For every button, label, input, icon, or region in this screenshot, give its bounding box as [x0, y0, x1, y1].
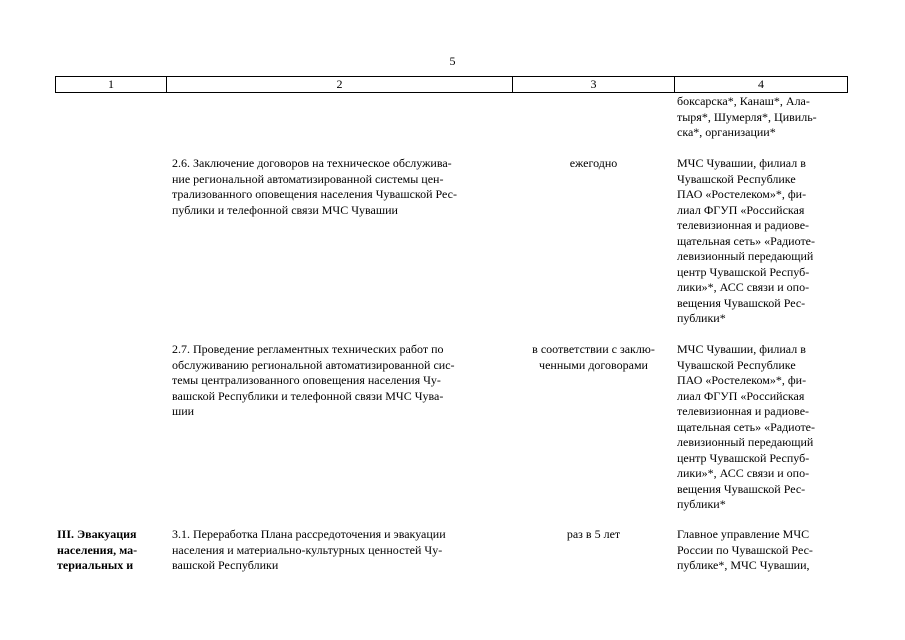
text-line: трализованного оповещения населения Чувашской Рес- — [172, 187, 458, 201]
text-line: публике*, МЧС Чувашии, — [677, 558, 810, 572]
term-3-1 — [515, 527, 672, 543]
text-line: России по Чувашской Рес- — [677, 542, 813, 557]
text-line: 2.6. Заключение договоров на техническое обслужива- — [172, 156, 452, 170]
text-line: Чувашской Республике — [677, 357, 796, 372]
text-line: III. Эвакуация — [57, 527, 137, 541]
task-2-7 — [172, 342, 509, 420]
text-line: МЧС Чувашии, филиал в — [677, 342, 806, 356]
text-line: 3.1. Переработка Плана рассредоточения и эвакуации — [172, 527, 446, 541]
column-header-2: 2 — [336, 77, 343, 91]
text-line: ПАО «Ростелеком»*, фи- — [677, 373, 807, 387]
table-border-right — [847, 76, 848, 93]
text-line: лиал ФГУП «Российская — [677, 202, 805, 217]
text-line: раз в 5 лет — [566, 527, 621, 541]
text-line: ченными договорами — [539, 357, 648, 372]
text-line: лиал ФГУП «Российская — [677, 388, 805, 403]
text-line: центр Чувашской Респуб- — [677, 264, 810, 279]
text-line: тыря*, Шумерля*, Цивиль- — [677, 109, 817, 124]
column-header-3: 3 — [590, 77, 597, 91]
text-line: щательная сеть» «Радиоте- — [677, 233, 816, 248]
text-line: МЧС Чувашии, филиал в — [677, 156, 806, 170]
text-line: вещения Чувашской Рес- — [677, 481, 806, 496]
text-line: вашской Республики и телефонной связи МЧС Чува- — [172, 388, 444, 403]
text-line: темы централизованного оповещения населения Чу- — [172, 373, 441, 387]
table-header-bottom-border — [55, 92, 848, 93]
term-2-7 — [515, 342, 672, 373]
text-line: 2.7. Проведение регламентных технических работ по — [172, 342, 444, 356]
column-header-1: 1 — [108, 77, 114, 91]
text-line: левизионный передающий — [677, 249, 814, 263]
text-line: населения, ма- — [57, 542, 138, 557]
text-line: населения и материально-культурных ценностей Чу- — [172, 542, 443, 557]
continued-row-executors — [677, 94, 844, 141]
text-line: Главное управление МЧС — [677, 527, 810, 541]
term-2-6 — [515, 156, 672, 172]
executors-2-7 — [677, 342, 844, 513]
text-line: ежегодно — [569, 156, 618, 170]
text-line: вашской Республики — [172, 558, 279, 572]
text-line: териальных и — [57, 558, 134, 572]
text-line: публики* — [677, 497, 726, 511]
section-iii-title — [57, 527, 163, 574]
text-line: шии — [172, 404, 195, 418]
text-line: публики* — [677, 311, 726, 325]
text-line: боксарска*, Канаш*, Ала- — [677, 94, 810, 108]
column-header-4: 4 — [758, 77, 764, 91]
task-2-6 — [172, 156, 509, 218]
text-line: Чувашской Республике — [677, 171, 796, 186]
text-line: щательная сеть» «Радиоте- — [677, 419, 816, 434]
text-line: публики и телефонной связи МЧС Чувашии — [172, 202, 398, 217]
text-line: ПАО «Ростелеком»*, фи- — [677, 187, 807, 201]
text-line: лики»*, АСС связи и опо- — [677, 280, 810, 294]
executors-2-6 — [677, 156, 844, 327]
text-line: центр Чувашской Респуб- — [677, 450, 810, 465]
text-line: ние региональной автоматизированной системы цен- — [172, 171, 444, 186]
text-line: обслуживанию региональной автоматизированной сис- — [172, 357, 455, 372]
page-number: 5 — [449, 54, 456, 68]
text-line: левизионный передающий — [677, 435, 814, 449]
text-line: телевизионная и радиове- — [677, 218, 810, 232]
text-line: ска*, организации* — [677, 125, 776, 139]
executors-3-1 — [677, 527, 844, 574]
text-line: вещения Чувашской Рес- — [677, 295, 806, 310]
text-line: лики»*, АСС связи и опо- — [677, 466, 810, 480]
text-line: в соответствии с заклю- — [532, 342, 655, 356]
task-3-1 — [172, 527, 509, 574]
text-line: телевизионная и радиове- — [677, 404, 810, 418]
